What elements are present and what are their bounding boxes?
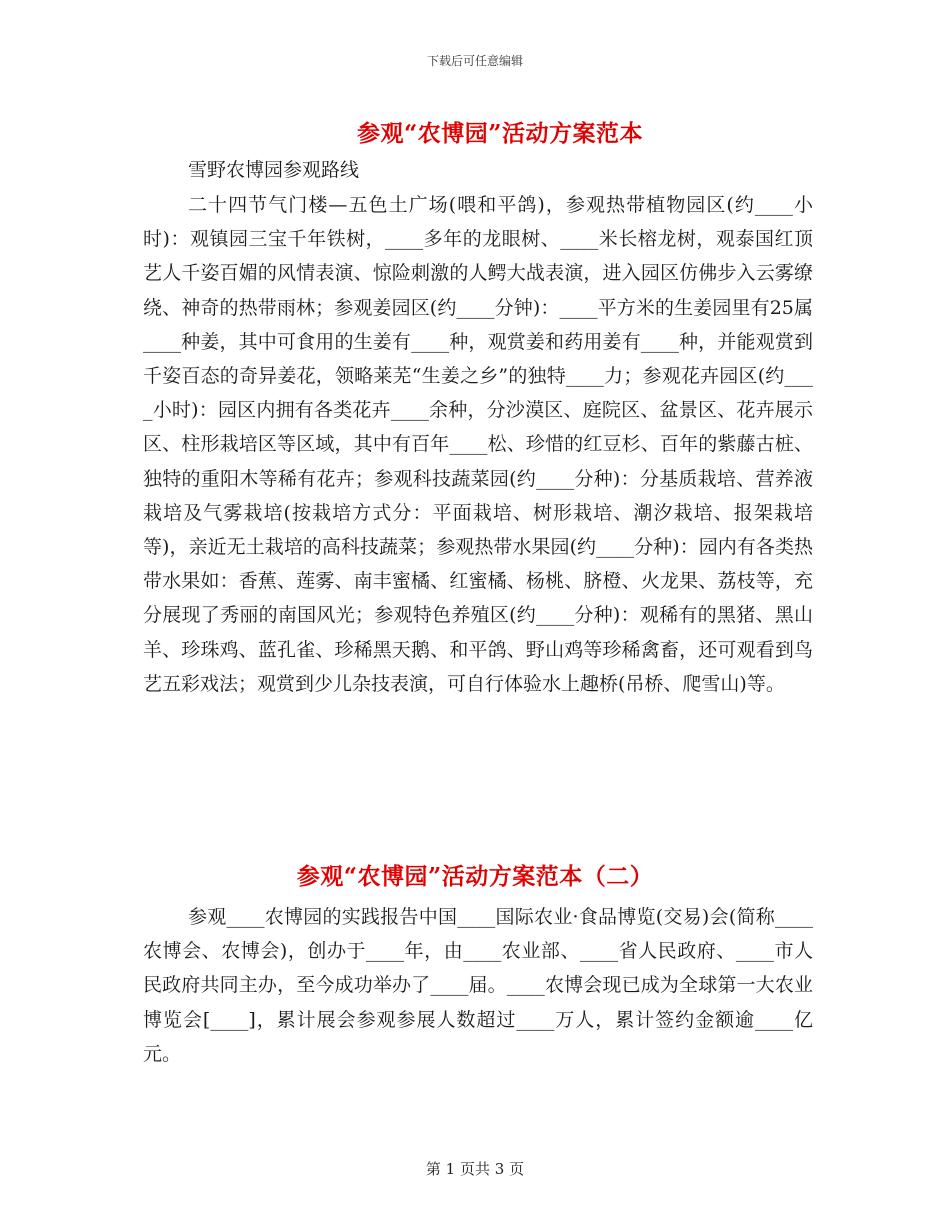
section-1-title: 参观“农博园”活动方案范本 <box>357 120 643 147</box>
section-1-paragraph: 二十四节气门楼—五色土广场(喂和平鸽)，参观热带植物园区(约____小时)：观镇园三宝千年铁树，____多年的龙眼树、____米长榕龙树，观泰国红顶艺人千姿百媚的风情表演、惊险刺激的人鳄大战表演，进入园区仿佛步入云雾缭绕、神奇的热带雨林；参观姜园区(约____分钟)：____平方米的生姜园里有25属____种姜，其中可食用的生姜有____种，观赏姜和药用姜有____种，并能观赏到千姿百态的奇异姜花，领略莱芜“生姜之乡”的独特____力；参观花卉园区(约____小时)：园区内拥有各类花卉____余种，分沙漠区、庭院区、盆景区、花卉展示区、柱形栽培区等区域，其中有百年____松、珍惜的红豆杉、百年的紫藤古桩、独特的重阳木等稀有花卉；参观科技蔬菜园(约____分种)：分基质栽培、营养液栽培及气雾栽培(按栽培方式分：平面栽培、树形栽培、潮汐栽培、报架栽培等)，亲近无土栽培的高科技蔬菜；参观热带水果园(约____分种)：园内有各类热带水果如：香蕉、莲雾、南丰蜜橘、红蜜橘、杨桃、脐橙、火龙果、荔枝等，充分展现了秀丽的南国风光；参观特色养殖区(约____分种)：观稀有的黑猪、黑山羊、珍珠鸡、蓝孔雀、珍稀黑天鹅、和平鸽、野山鸡等珍稀禽畜，还可观看到鸟艺五彩戏法；观赏到少儿杂技表演，可自行体验水上趣桥(吊桥、爬雪山)等。 <box>143 194 813 695</box>
page-header: 下载后可任意编辑 <box>426 54 523 68</box>
section-2-title: 参观“农博园”活动方案范本（二） <box>296 863 654 890</box>
section-2-paragraph: 参观____农博园的实践报告中国____国际农业·食品博览(交易)会(简称____农博会、农博会)，创办于____年，由____农业部、____省人民政府、____市人民政府共同主办，至今成功举办了____届。____农博会现已成为全球第一大农业博览会[____]，累计展会参观参展人数超过____万人，累计签约金额逾____亿元。 <box>143 906 813 1065</box>
section-1-subheading: 雪野农博园参观路线 <box>188 159 360 181</box>
page-footer: 第 1 页共 3 页 <box>425 1160 525 1178</box>
